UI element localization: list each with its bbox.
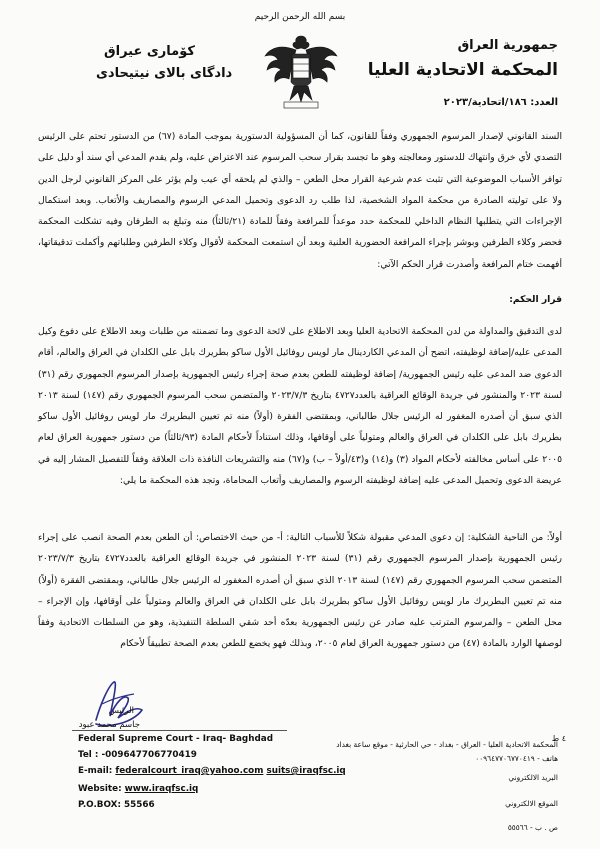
page-number: ٤ ط bbox=[551, 734, 566, 743]
footer-website-label-arabic: الموقع الالكتروني bbox=[505, 799, 558, 808]
footer-court-english: Federal Supreme Court - Iraq- Baghdad bbox=[78, 734, 274, 744]
footer-website bbox=[78, 784, 198, 794]
footer-email-label: E-mail: bbox=[78, 766, 113, 776]
footer-email-link-1[interactable]: federalcourt_iraq@yahoo.com bbox=[115, 766, 264, 776]
court-name-arabic: المحكمة الاتحادية العليا bbox=[367, 60, 558, 80]
footer-telephone: Tel : -009647706770419 bbox=[78, 750, 197, 760]
footer-email bbox=[78, 766, 346, 776]
paragraph-4: أولاً: من الناحية الشكلية: إن دعوى المدعي مقبولة شكلاً للأسباب التالية: أ- من حيث الاختصاص: أن الطعن بعدم الصحة انصب على إجراء رئيس الجمهورية بإصدار المرسوم الجمهوري رقم (٣١) لسنة ٢٠٢٣ المنشور في جريدة الوقائع العراقية بالعدد٤٧٢٧ بتاريخ ٢٠٢٣/٧/٣ المتضمن سحب المرسوم الجمهوري رقم (١٤٧) لسنة ٢٠١٣ الذي سبق أن أصدره المغفور له الرئيس جلال طالباني، وبمقتضى الفقرة (أولاً) منه تم تعيين البطريرك مار لويس روفائيل الأول ساكو بطريرك بابل على الكلدان في العراق والعالم ومتولياً على أوقافها، وإن الإجراء – محل الطعن – والمرسوم المترتب عليه صادر عن رئيس الجمهورية بعدّه أحد شقي السلطة التنفيذية، وهو من السلطات الاتحادية وفقاً لوصفها الوارد بالمادة (٤٧) من دستور جمهورية العراق لعام ٢٠٠٥، وبذلك فهو يخضع للطعن بعدم الصحة تطبيقاً لأحكام bbox=[38, 532, 562, 650]
footer-pobox: P.O.BOX: 55566 bbox=[78, 800, 155, 810]
court-name-kurdish: دادگاى بالاى نيتيحادى bbox=[96, 66, 233, 81]
republic-name-kurdish: كۆمارى عيراق bbox=[104, 44, 195, 59]
basmala: بسم الله الرحمن الرحيم bbox=[254, 12, 346, 22]
footer-email-label-arabic: البريد الالكتروني bbox=[508, 773, 558, 782]
paragraph-1: السند القانوني لإصدار المرسوم الجمهوري وفقاً للقانون، كما أن المسؤولية الدستورية بموجب المادة (٦٧) من الدستور تحتم على الرئيس التصدي لأي خرق وانتهاك للدستور ومعالجته وهو ما تجسد بقرار سحب المرسوم عند الاعتراض عليه، ولم يقدم المدعي أي سند أو دليل على توافر الأسباب الموضوعية التي تثبت عدم شرعية القرار محل الطعن – والذي لم يلحقه أي عيب ولم يؤثر على المركز القانوني لرجل الدين ولا على توليته الصادرة من محكمة المواد الشخصية، لذا طلب رد الدعوى وتحميل المدعي الرسوم والمصاريف والأتعاب. وبعد استكمال الإجراءات التي يتطلبها النظام الداخلي للمحكمة حدد موعداً للمرافعة وفقاً للمادة (٢١/ثالثاً) منه وتبلغ به الطرفان وفيه تشكلت المحكمة فحضر وكلاء الطرفين وبوشر بإجراء المرافعة الحضورية العلنية وبعد أن استمعت المحكمة لأقوال وكلاء الطرفين وطلباتهم وأكملت تدقيقاتها، أفهمت ختام المرافعة وأصدرت قرار الحكم الآتي: bbox=[38, 131, 562, 270]
footer-email-link-2[interactable]: suits@iraqfsc.iq bbox=[266, 766, 346, 776]
footer-address-arabic: المحكمة الاتحادية العليا - العراق - بغداد - حي الحارثية - موقع ساعة بغداد bbox=[336, 740, 558, 749]
paragraph-3: لدى التدقيق والمداولة من لدن المحكمة الاتحادية العليا وبعد الاطلاع على لائحة الدعوى وما تضمنته من طلبات وبعد الاطلاع على دفوع وكيل المدعى عليه/إضافة لوظيفته، اتضح أن المدعي الكاردينال مار لويس روفائيل الأول ساكو بطريرك بابل على الكلدان في العراق والعالم، أقام الدعوى ضد المدعى عليه رئيس الجمهورية/ إضافة لوظيفته للطعن بعدم صحة إجراء رئيس الجمهورية بإصدار المرسوم الجمهوري رقم (٣١) لسنة ٢٠٢٣ والمنشور في جريدة الوقائع العراقية بالعدد٤٧٢٧ بتاريخ ٢٠٢٣/٧/٣ والمتضمن سحب المرسوم الجمهوري رقم (١٤٧) لسنة ٢٠١٣ الذي سبق أن أصدره المغفور له الرئيس جلال طالباني، وبمقتضى الفقرة (أولاً) منه تم تعيين البطريرك مار لويس روفائيل الأول ساكو بطريرك بابل على الكلدان في العراق والعالم ومتولياً على أوقافها، وذلك استناداً لأحكام المادة (٩٣/ثالثاً) من دستور جمهورية العراق لعام ٢٠٠٥ على أساس مخالفته لأحكام المواد (٣) و(١٤) و(٤٣/أولاً – ب) و(٦٧) منه والتشريعات النافذة ذات العلاقة وفقاً للتفصيل المشار إليه في عريضة الدعوى وتحميل المدعى عليه إضافة لوظيفته الرسوم والمصاريف وأتعاب المحاماة، وتجد هذه المحكمة ما يلي: bbox=[38, 326, 563, 487]
footer-pobox-arabic: ص . ب - ٥٥٥٦٦ bbox=[507, 823, 558, 832]
iraq-eagle-emblem-icon bbox=[262, 30, 340, 112]
footer-phone-arabic: هاتف - ٠٠٩٦٤٧٧٠٦٧٧٠٤١٩ bbox=[475, 754, 558, 763]
signatory-name: جاسم محمد عبود bbox=[78, 720, 140, 730]
case-number: العدد: ١٨٦/اتحادية/٢٠٢٣ bbox=[443, 97, 558, 108]
footer-divider bbox=[72, 730, 287, 731]
republic-name-arabic: جمهورية العراق bbox=[457, 38, 558, 53]
footer-website-link[interactable]: www.iraqfsc.iq bbox=[124, 784, 199, 794]
footer-website-label: Website: bbox=[78, 784, 122, 794]
signature-title: الرئيس bbox=[108, 706, 134, 716]
judgment-heading: قرار الحكم: bbox=[509, 294, 562, 305]
